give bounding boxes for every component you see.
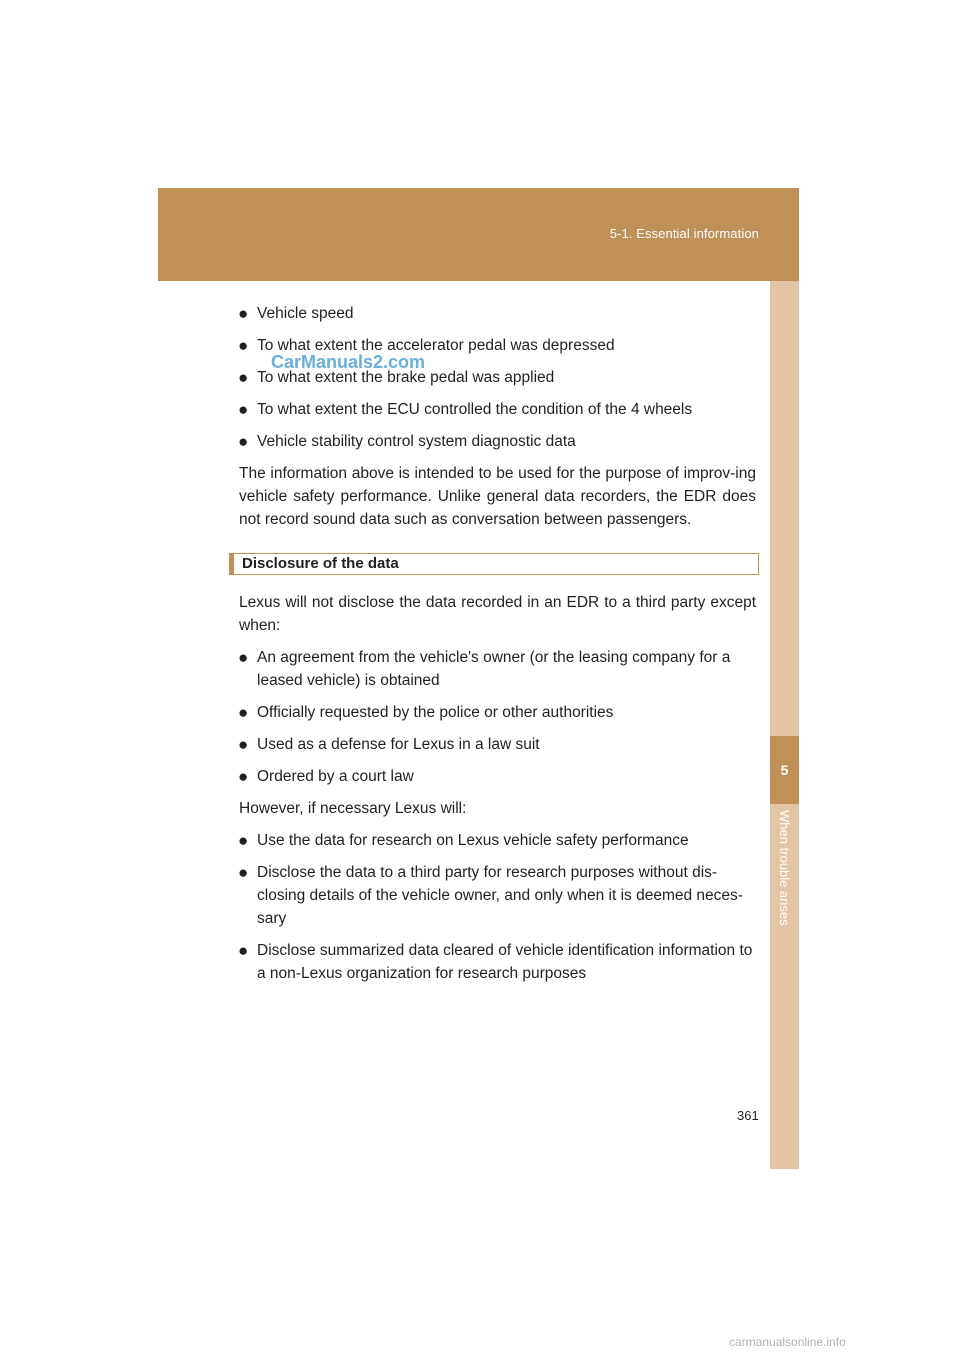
bullet-icon: ● bbox=[238, 703, 249, 722]
watermark-bottom: carmanualsonline.info bbox=[729, 1335, 846, 1349]
chapter-label bbox=[770, 810, 799, 940]
page-number: 361 bbox=[737, 1108, 759, 1123]
list-item: ● An agreement from the vehicle's owner (or the leasing company for a leased vehicle) is obtained bbox=[238, 648, 731, 689]
list-item: ● To what extent the accelerator pedal was depressed bbox=[238, 336, 615, 355]
list-item: ● Officially requested by the police or other authorities bbox=[238, 703, 614, 722]
however-paragraph: However, if necessary Lexus will: bbox=[239, 800, 467, 817]
list-item: ● Use the data for research on Lexus vehicle safety performance bbox=[238, 831, 689, 850]
bullet-icon: ● bbox=[238, 735, 249, 754]
bullet-icon: ● bbox=[238, 304, 249, 323]
chapter-header-band bbox=[158, 188, 799, 281]
bullet-icon: ● bbox=[238, 400, 249, 419]
bullet-icon: ● bbox=[238, 941, 249, 960]
list-item: ● Disclose the data to a third party for research purposes without dis-closing details of the vehicle owner, and only when it is deemed neces-sary bbox=[238, 863, 743, 927]
list-item: ● Disclose summarized data cleared of vehicle identification information to a non-Lexus organization for research purposes bbox=[238, 941, 753, 982]
section-heading-text: Disclosure of the data bbox=[242, 555, 399, 572]
chapter-number-tab[interactable]: 5 bbox=[770, 736, 799, 804]
intro-paragraph: The information above is intended to be used for the purpose of improv-ing vehicle safety performance. Unlike general data recorders, the EDR does not record sound data such as conversation between passengers. bbox=[239, 465, 756, 528]
list-item: ● Used as a defense for Lexus in a law suit bbox=[238, 735, 540, 754]
bullet-icon: ● bbox=[238, 336, 249, 355]
bullet-icon: ● bbox=[238, 648, 249, 667]
bullet-icon: ● bbox=[238, 368, 249, 387]
bullet-icon: ● bbox=[238, 831, 249, 850]
bullet-icon: ● bbox=[238, 767, 249, 786]
list-item: ● Ordered by a court law bbox=[238, 767, 414, 786]
list-item: ● Vehicle speed bbox=[238, 304, 354, 323]
section-heading-bar bbox=[229, 553, 234, 575]
list-item: ● Vehicle stability control system diagnostic data bbox=[238, 432, 576, 451]
list-item: ● To what extent the ECU controlled the condition of the 4 wheels bbox=[238, 400, 693, 419]
disclosure-paragraph: Lexus will not disclose the data recorded in an EDR to a third party except when: bbox=[239, 594, 756, 634]
section-heading bbox=[229, 553, 759, 575]
bullet-icon: ● bbox=[238, 863, 249, 882]
page-content bbox=[239, 302, 756, 994]
chapter-label-text: When trouble arises bbox=[776, 810, 792, 926]
watermark-top: CarManuals2.com bbox=[271, 352, 426, 372]
bullet-icon: ● bbox=[238, 432, 249, 451]
list-item: ● To what extent the brake pedal was applied bbox=[238, 368, 555, 387]
side-tab bbox=[770, 281, 799, 1169]
section-title: 5-1. Essential information bbox=[609, 226, 759, 241]
